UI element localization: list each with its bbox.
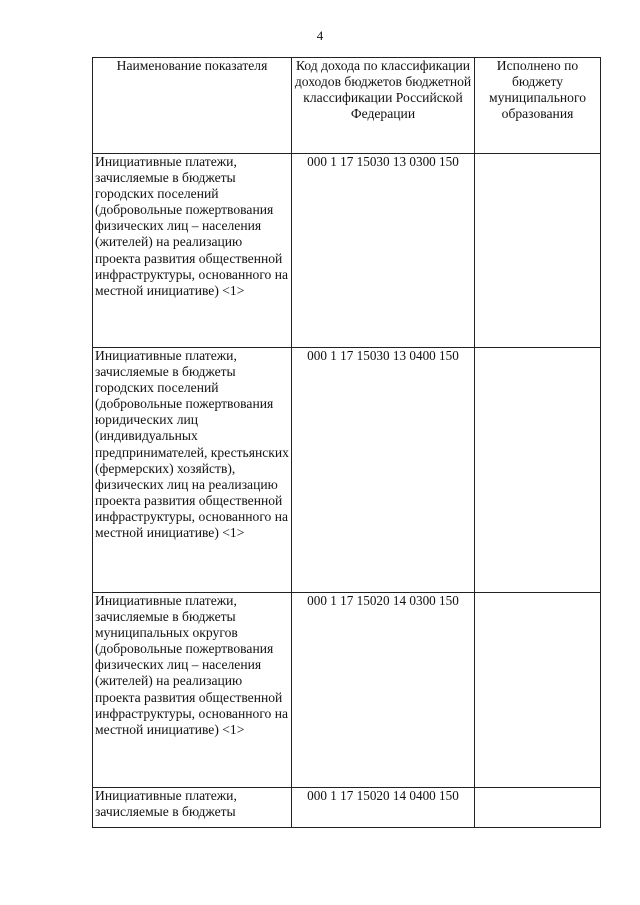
page-number: 4 — [316, 28, 324, 43]
header-income-code: Код дохода по классификации доходов бюджетов бюджетной классификации Российской Федерации — [292, 58, 475, 154]
income-code-cell: 000 1 17 15030 13 0300 150 — [292, 154, 475, 348]
indicator-name-cell: Инициативные платежи, зачисляемые в бюджеты городских поселений (добровольные пожертвования физических лиц – населения (жителей) на реализацию проекта развития общественной инфраструктуры, основанного на местной инициативе) <1> — [93, 154, 292, 348]
income-code-cell: 000 1 17 15020 14 0300 150 — [292, 593, 475, 788]
table-header-row — [93, 58, 601, 154]
income-code-cell: 000 1 17 15020 14 0400 150 — [292, 788, 475, 828]
executed-value-cell — [475, 154, 601, 348]
table-row — [93, 788, 601, 828]
table-row — [93, 154, 601, 348]
table-row — [93, 593, 601, 788]
income-table — [92, 57, 601, 828]
executed-value-cell — [475, 593, 601, 788]
indicator-name-cell: Инициативные платежи, зачисляемые в бюджеты — [93, 788, 292, 828]
income-code-cell: 000 1 17 15030 13 0400 150 — [292, 348, 475, 593]
header-executed: Исполнено по бюджету муниципального образования — [475, 58, 601, 154]
executed-value-cell — [475, 788, 601, 828]
executed-value-cell — [475, 348, 601, 593]
indicator-name-cell: Инициативные платежи, зачисляемые в бюджеты городских поселений (добровольные пожертвования юридических лиц (индивидуальных предпринимателей, крестьянских (фермерских) хозяйств), физических лиц на реализацию проекта развития общественной инфраструктуры, основанного на местной инициативе) <1> — [93, 348, 292, 593]
indicator-name-cell: Инициативные платежи, зачисляемые в бюджеты муниципальных округов (добровольные пожертвования физических лиц – населения (жителей) на реализацию проекта развития общественной инфраструктуры, основанного на местной инициативе) <1> — [93, 593, 292, 788]
table-row — [93, 348, 601, 593]
header-indicator-name: Наименование показателя — [93, 58, 292, 154]
